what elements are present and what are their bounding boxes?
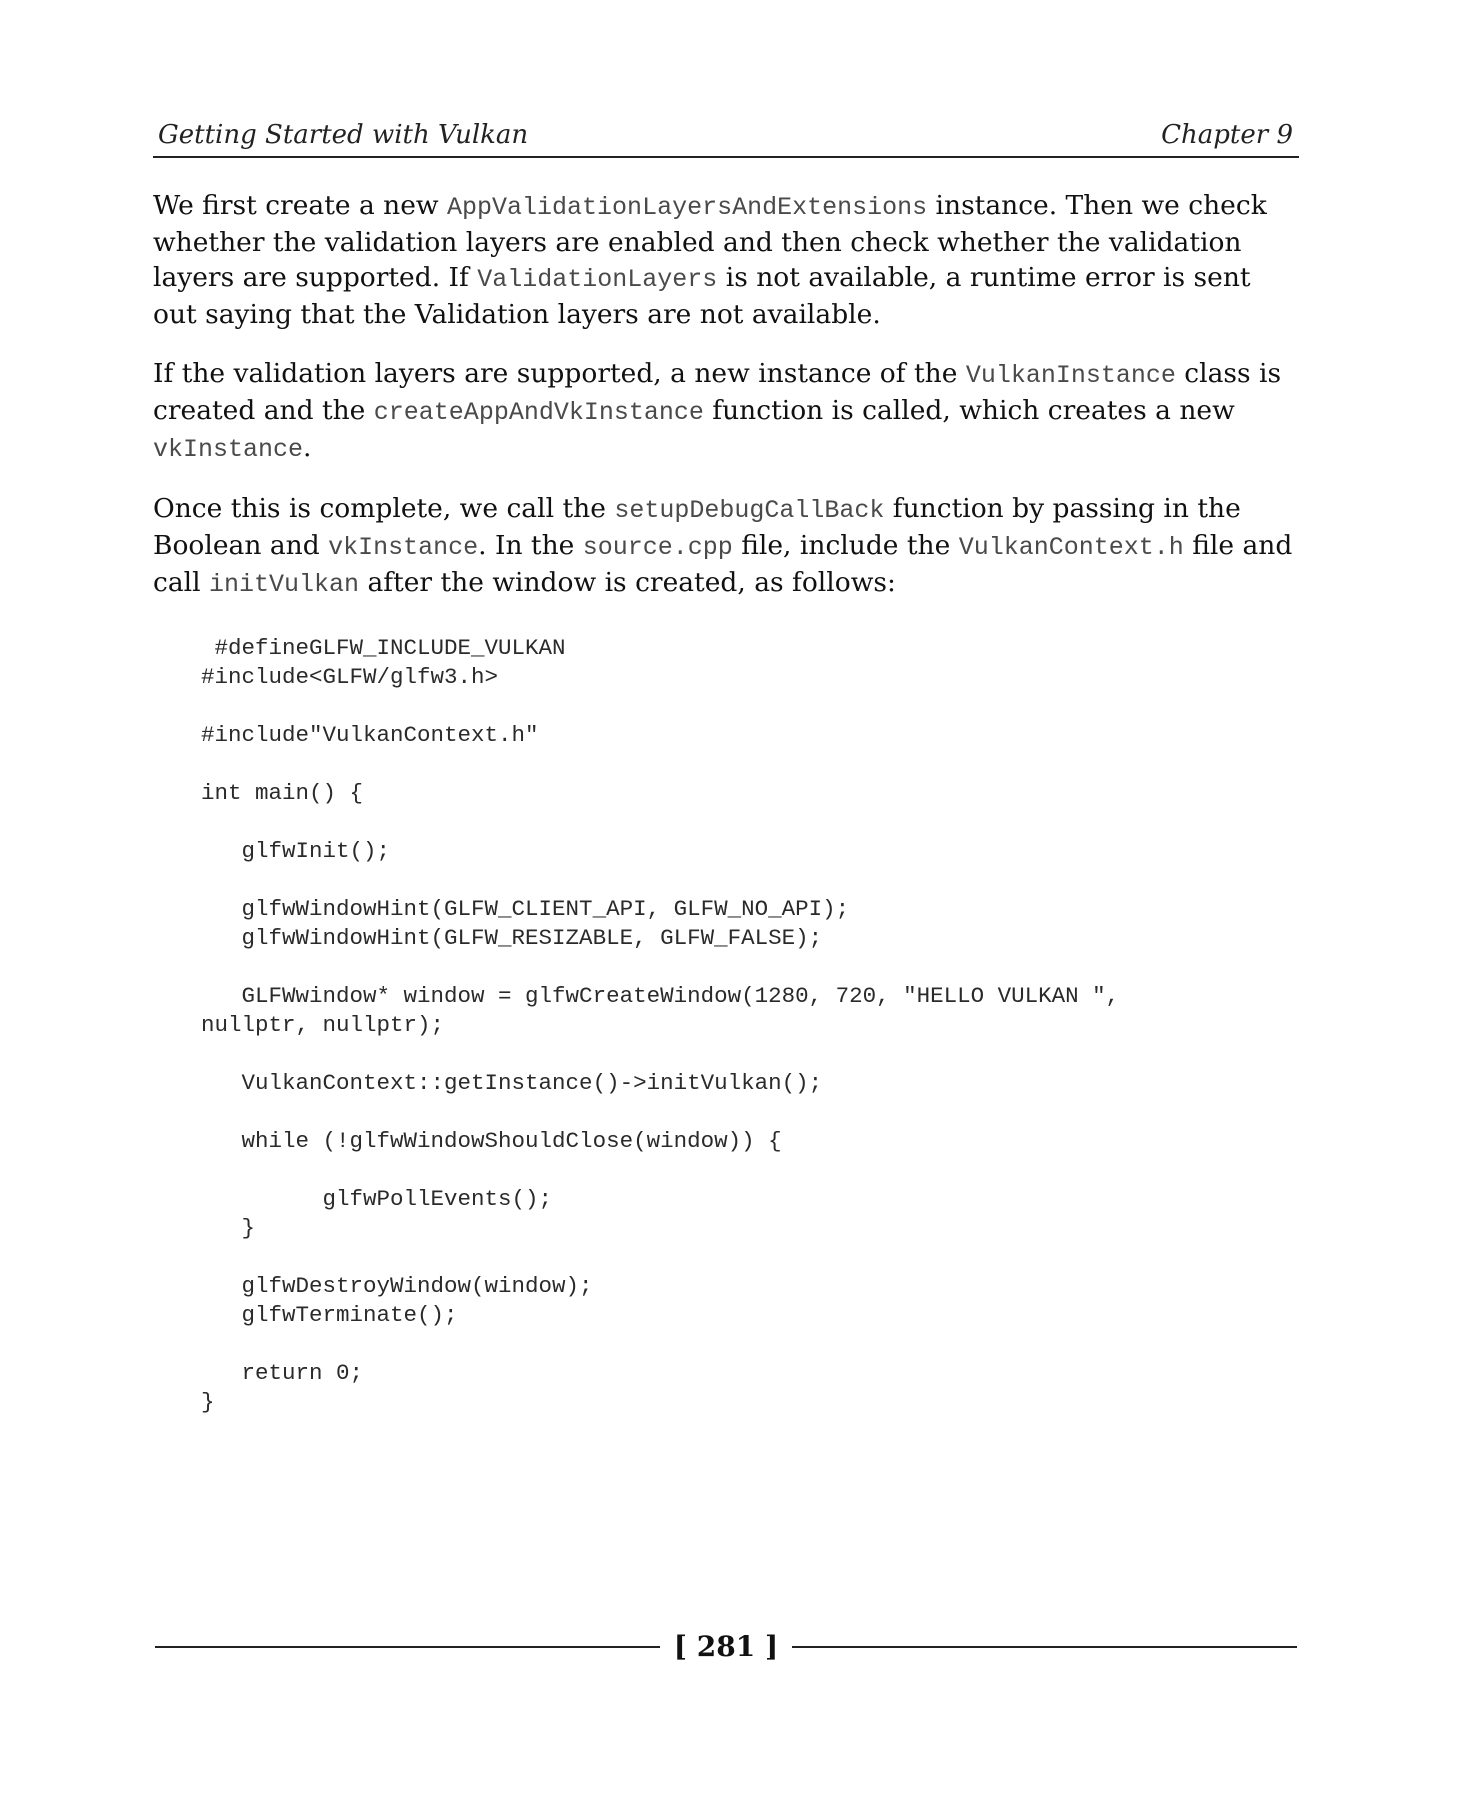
page-number: [ 281 ] (673, 1630, 779, 1663)
code-line: GLFWwindow* window = glfwCreateWindow(1280, 720, "HELLO VULKAN ", (201, 983, 1120, 1010)
code-line (201, 692, 1299, 721)
code-line: glfwWindowHint(GLFW_CLIENT_API, GLFW_NO_API); (201, 896, 850, 923)
code-line: return 0; (201, 1360, 364, 1387)
code-line (201, 1156, 1299, 1185)
inline-code: source.cpp (582, 533, 733, 563)
text-run: file, include the (732, 530, 959, 562)
inline-code: initVulkan (209, 570, 360, 600)
inline-code: createAppAndVkInstance (373, 398, 704, 428)
text-run: . (303, 432, 312, 464)
code-line: #defineGLFW_INCLUDE_VULKAN (201, 635, 566, 662)
code-line (201, 1040, 1299, 1069)
code-line: #include"VulkanContext.h" (201, 722, 539, 749)
code-line (201, 1098, 1299, 1127)
code-line: #include<GLFW/glfw3.h> (201, 664, 499, 691)
text-run: function is called, which creates a new (703, 395, 1235, 427)
text-run: after the window is created, as follows: (359, 567, 896, 599)
code-line: } (201, 1215, 256, 1242)
code-line (201, 1243, 1299, 1272)
inline-code: VulkanInstance (965, 361, 1176, 391)
text-run: We first create a new (153, 190, 448, 222)
code-line (201, 866, 1299, 895)
inline-code: vkInstance (328, 533, 479, 563)
text-run: file and call (153, 530, 1293, 599)
header-title: Getting Started with Vulkan (158, 120, 529, 150)
code-line (201, 1330, 1299, 1359)
text-run: instance. Then we check whether the validation layers are enabled and then check whether the validation layers are supported. If (153, 190, 1267, 294)
page (153, 120, 1299, 1417)
code-line: while (!glfwWindowShouldClose(window)) { (201, 1128, 782, 1155)
inline-code: VulkanContext.h (958, 533, 1184, 563)
code-block (201, 634, 1299, 1417)
code-line: nullptr, nullptr); (201, 1012, 445, 1039)
body-text (153, 188, 1299, 602)
footer-rule-left (155, 1646, 660, 1648)
running-header (153, 120, 1299, 158)
code-line: glfwTerminate(); (201, 1302, 458, 1329)
code-line (201, 750, 1299, 779)
code-line: VulkanContext::getInstance()->initVulkan(); (201, 1070, 823, 1097)
text-run: If the validation layers are supported, a new instance of the (153, 358, 966, 390)
paragraph (153, 356, 1299, 467)
inline-code: ValidationLayers (477, 265, 718, 295)
footer-rule-right (792, 1646, 1297, 1648)
page-footer (155, 1630, 1297, 1663)
code-line: glfwInit(); (201, 838, 391, 865)
text-run: Once this is complete, we call the (153, 493, 615, 525)
inline-code: AppValidationLayersAndExtensions (447, 193, 928, 223)
code-line: glfwPollEvents(); (201, 1186, 553, 1213)
text-run: function by passing in the Boolean and (153, 493, 1241, 562)
paragraph (153, 188, 1299, 332)
inline-code: vkInstance (153, 435, 304, 465)
text-run: . In the (478, 530, 583, 562)
text-run: class is created and the (153, 358, 1282, 427)
code-line: glfwDestroyWindow(window); (201, 1273, 593, 1300)
code-line (201, 953, 1299, 982)
code-line: } (201, 1389, 215, 1416)
code-line: glfwWindowHint(GLFW_RESIZABLE, GLFW_FALSE); (201, 925, 823, 952)
code-line (201, 808, 1299, 837)
header-chapter: Chapter 9 (1161, 120, 1293, 150)
paragraph (153, 491, 1299, 602)
text-run: is not available, a runtime error is sent out saying that the Validation layers are not available. (153, 262, 1251, 331)
inline-code: setupDebugCallBack (614, 496, 885, 526)
code-line: int main() { (201, 780, 364, 807)
